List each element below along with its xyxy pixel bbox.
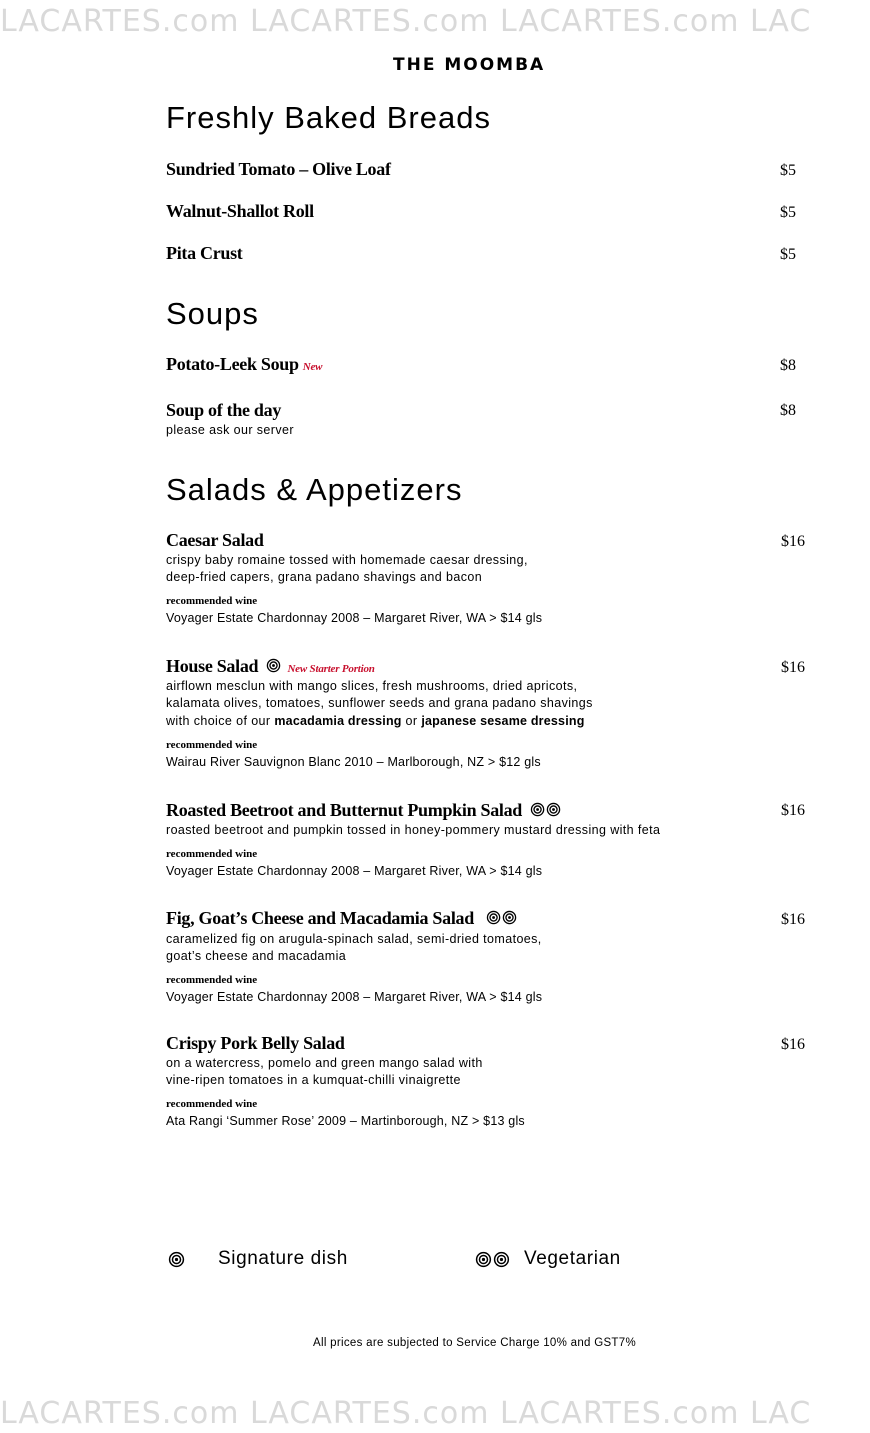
menu-item-description: caramelized fig on arugula-spinach salad, semi-dried tomatoes, (166, 932, 542, 946)
menu-item-price: $16 (781, 802, 805, 819)
menu-item-fig-salad (166, 908, 518, 930)
section-title-soups: Soups (166, 296, 259, 331)
menu-item-price: $16 (781, 533, 805, 550)
recommended-wine-label: recommended wine (166, 595, 258, 607)
menu-item-house-salad (166, 656, 375, 678)
menu-item-description: deep-fried capers, grana padano shavings and bacon (166, 570, 483, 584)
dressing-option: macadamia dressing (274, 714, 402, 728)
menu-item-name: Potato-Leek Soup (166, 354, 299, 374)
recommended-wine: Voyager Estate Chardonnay 2008 – Margaret River, WA > $14 gls (166, 864, 543, 878)
recommended-wine: Voyager Estate Chardonnay 2008 – Margaret River, WA > $14 gls (166, 611, 543, 625)
menu-item-soup-potato-leek (166, 354, 322, 375)
menu-item-description: crispy baby romaine tossed with homemade caesar dressing, (166, 553, 528, 567)
menu-item-price: $5 (780, 162, 796, 179)
menu-item-price: $16 (781, 659, 805, 676)
legend-vegetarian-icon (475, 1251, 511, 1272)
watermark-top: LACARTES.com LACARTES.com LACARTES.com LAC (0, 4, 812, 39)
legend-vegetarian-label: Vegetarian (524, 1248, 621, 1269)
menu-item-name: Fig, Goat’s Cheese and Macadamia Salad (166, 908, 474, 928)
recommended-wine: Wairau River Sauvignon Blanc 2010 – Marlborough, NZ > $12 gls (166, 755, 541, 769)
menu-item-description: kalamata olives, tomatoes, sunflower seeds and grana padano shavings (166, 696, 593, 710)
menu-item-price: $16 (781, 911, 805, 928)
legend-signature-label: Signature dish (218, 1248, 348, 1269)
menu-item-name: Crispy Pork Belly Salad (166, 1033, 345, 1053)
menu-item-description: with choice of our macadamia dressing or japanese sesame dressing (166, 714, 585, 728)
recommended-wine: Ata Rangi ‘Summer Rose’ 2009 – Martinborough, NZ > $13 gls (166, 1114, 525, 1128)
menu-item-name: Walnut-Shallot Roll (166, 201, 314, 221)
vegetarian-icon (530, 801, 562, 822)
watermark-bottom: LACARTES.com LACARTES.com LACARTES.com LAC (0, 1396, 812, 1431)
menu-item-description: on a watercress, pomelo and green mango salad with (166, 1056, 483, 1070)
legend-signature-icon (168, 1251, 185, 1272)
menu-item-price: $16 (781, 1036, 805, 1053)
new-badge: New (302, 361, 323, 373)
menu-item-description: airflown mesclun with mango slices, fresh mushrooms, dried apricots, (166, 679, 578, 693)
menu-item-description: vine-ripen tomatoes in a kumquat-chilli vinaigrette (166, 1073, 461, 1087)
section-title-breads: Freshly Baked Breads (166, 100, 491, 135)
signature-dish-icon (266, 657, 281, 678)
dressing-option: japanese sesame dressing (421, 714, 585, 728)
menu-item-name: Pita Crust (166, 243, 243, 263)
menu-item-description: roasted beetroot and pumpkin tossed in honey-pommery mustard dressing with feta (166, 823, 661, 837)
section-title-salads: Salads & Appetizers (166, 472, 463, 507)
menu-item-description: please ask our server (166, 423, 294, 437)
new-starter-portion-badge: New Starter Portion (287, 663, 375, 675)
recommended-wine-label: recommended wine (166, 739, 258, 751)
recommended-wine-label: recommended wine (166, 848, 258, 860)
recommended-wine-label: recommended wine (166, 974, 258, 986)
menu-item-name: House Salad (166, 656, 259, 676)
menu-item-price: $5 (780, 246, 796, 263)
menu-item-beetroot-salad (166, 800, 562, 822)
recommended-wine: Voyager Estate Chardonnay 2008 – Margaret River, WA > $14 gls (166, 990, 543, 1004)
recommended-wine-label: recommended wine (166, 1098, 258, 1110)
restaurant-logo: THE MOOMBA (393, 55, 546, 75)
menu-item-description: goat’s cheese and macadamia (166, 949, 347, 963)
menu-item-name: Caesar Salad (166, 530, 264, 550)
menu-item-name: Roasted Beetroot and Butternut Pumpkin Salad (166, 800, 523, 820)
menu-item-price: $8 (780, 402, 796, 419)
menu-item-price: $8 (780, 357, 796, 374)
vegetarian-icon (486, 909, 518, 930)
menu-item-price: $5 (780, 204, 796, 221)
menu-item-name: Soup of the day (166, 400, 282, 420)
service-charge-note: All prices are subjected to Service Charge 10% and GST7% (313, 1337, 636, 1349)
menu-item-name: Sundried Tomato – Olive Loaf (166, 159, 391, 179)
